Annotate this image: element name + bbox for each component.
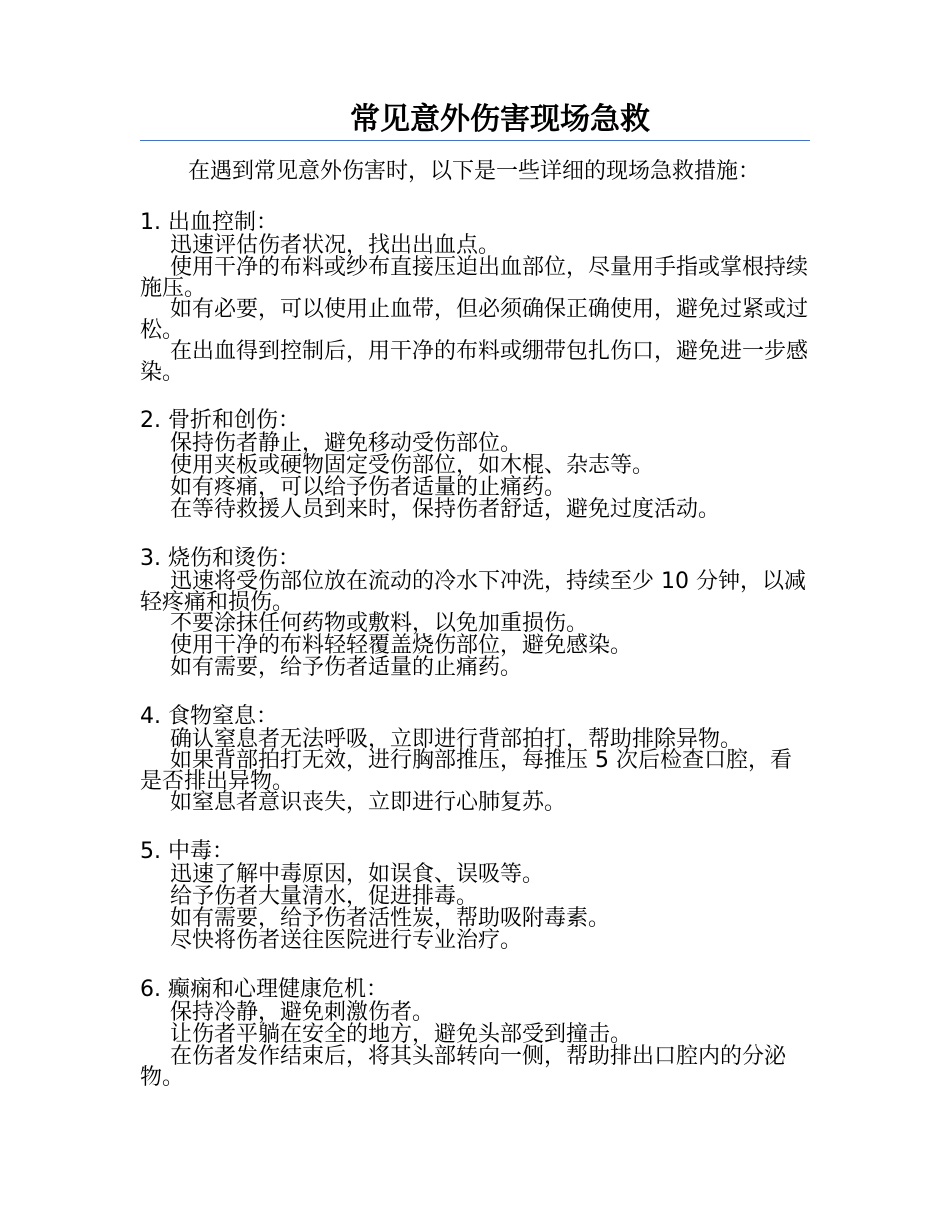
section-burns-scalds [140,547,810,679]
list-item: 迅速将受伤部位放在流动的冷水下冲洗，持续至少 10 分钟，以减轻疼痛和损伤。 [140,569,806,615]
list-item: 在伤者发作结束后，将其头部转向一侧，帮助排出口腔内的分泌物。 [140,1044,787,1090]
section-poisoning [140,840,810,952]
section-epilepsy-mental-crisis [140,978,810,1088]
section-bleeding-control [140,211,810,383]
list-item: 尽快将伤者送往医院进行专业治疗。 [170,928,523,953]
list-item: 让伤者平躺在安全的地方，避免头部受到撞击。 [170,1022,633,1047]
list-item: 如有需要，给予伤者适量的止痛药。 [170,655,523,680]
list-item: 给予伤者大量清水，促进排毒。 [170,884,479,909]
section-heading: 5. 中毒： [140,839,234,864]
list-item: 如有必要，可以使用止血带，但必须确保正确使用，避免过紧或过松。 [140,297,809,343]
section-heading: 3. 烧伤和烫伤： [140,546,300,571]
list-item: 如果背部拍打无效，进行胸部推压，每推压 5 次后检查口腔，看是否排出异物。 [140,748,792,794]
list-item: 确认窒息者无法呼吸，立即进行背部拍打，帮助排除异物。 [170,727,743,752]
list-item: 在出血得到控制后，用干净的布料或绷带包扎伤口，避免进一步感染。 [140,339,809,385]
title-underline [140,140,810,141]
list-item: 使用夹板或硬物固定受伤部位，如木棍、杂志等。 [170,453,655,478]
section-fracture-trauma [140,409,810,521]
page-title: 常见意外伤害现场急救 [350,102,650,137]
section-heading: 4. 食物窒息： [140,704,278,729]
document-page [140,100,810,1088]
list-item: 不要涂抹任何药物或敷料，以免加重损伤。 [170,611,589,636]
intro-paragraph: 在遇到常见意外伤害时，以下是一些详细的现场急救措施： [188,159,761,184]
section-heading: 2. 骨折和创伤： [140,408,300,433]
list-item: 保持伤者静止，避免移动受伤部位。 [170,431,523,456]
list-item: 如有疼痛，可以给予伤者适量的止痛药。 [170,475,567,500]
list-item: 使用干净的布料轻轻覆盖烧伤部位，避免感染。 [170,633,633,658]
list-item: 保持冷静，避免刺激伤者。 [170,1000,435,1025]
list-item: 迅速评估伤者状况，找出出血点。 [170,233,501,258]
list-item: 如窒息者意识丧失，立即进行心肺复苏。 [170,790,567,815]
list-item: 迅速了解中毒原因，如误食、误吸等。 [170,862,545,887]
list-item: 在等待救援人员到来时，保持伤者舒适，避免过度活动。 [170,497,721,522]
section-heading: 6. 癫痫和心理健康危机： [140,977,388,1002]
list-item: 使用干净的布料或纱布直接压迫出血部位，尽量用手指或掌根持续施压。 [140,255,809,301]
section-food-choking [140,705,810,814]
section-heading: 1. 出血控制： [140,210,278,235]
list-item: 如有需要，给予伤者活性炭，帮助吸附毒素。 [170,906,611,931]
